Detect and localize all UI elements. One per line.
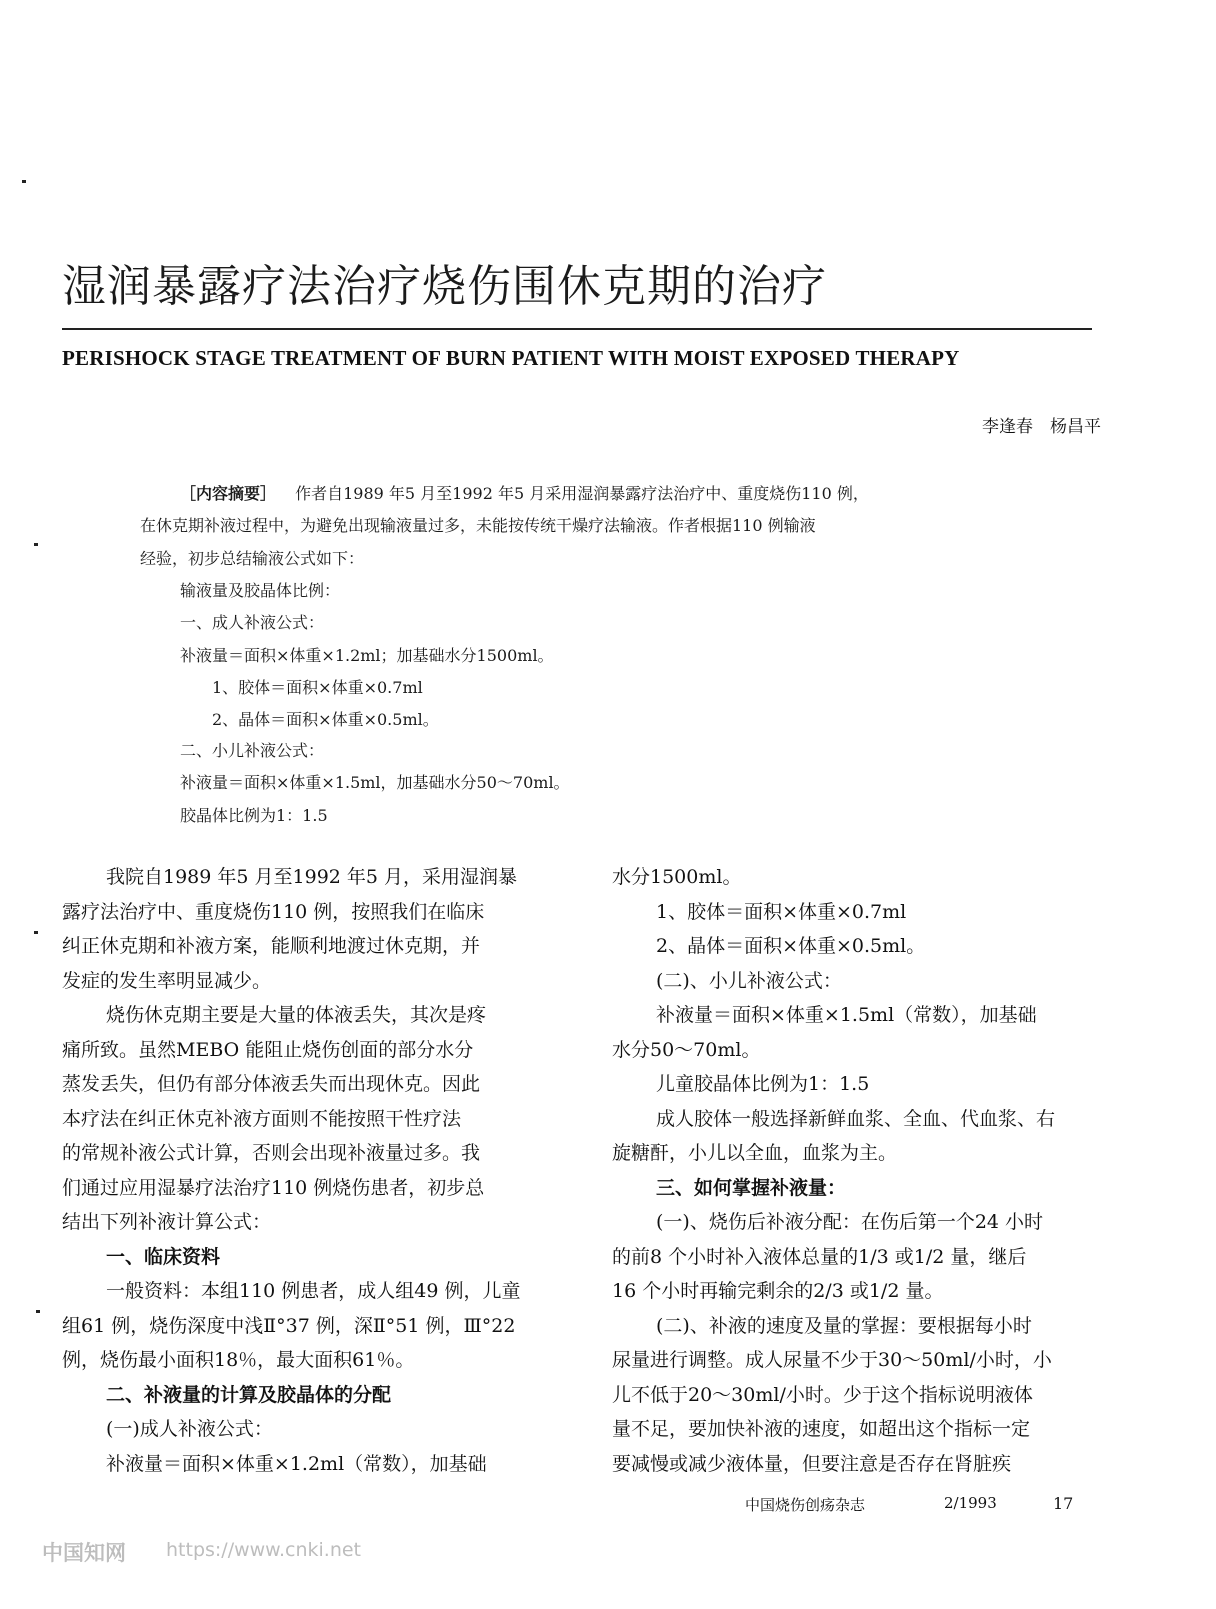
article-title-english: PERISHOCK STAGE TREATMENT OF BURN PATIENT WITH MOIST EXPOSED THERAPY: [62, 346, 960, 370]
paragraph-line: 露疗法治疗中、重度烧伤110 例，按照我们在临床: [62, 900, 485, 923]
paragraph-line: 量不足，要加快补液的速度，如超出这个指标一定: [612, 1418, 1031, 1440]
paragraph-line: 本疗法在纠正休克补液方面则不能按照干性疗法: [62, 1107, 462, 1130]
paragraph-line: 旋糖酐，小儿以全血，血浆为主。: [612, 1142, 898, 1164]
page-number: 17: [1053, 1494, 1074, 1513]
paragraph-line: (一)、烧伤后补液分配：在伤后第一个24 小时: [656, 1211, 1044, 1233]
scan-speck: [34, 931, 38, 934]
paragraph-line: 2、晶体＝面积×体重×0.5ml。: [656, 935, 926, 957]
paragraph-line: 的前8 个小时补入液体总量的1/3 或1/2 量，继后: [612, 1245, 1027, 1268]
abstract-line: 在休克期补液过程中，为避免出现输液量过多，未能按传统干燥疗法输液。作者根据110 例输液: [140, 516, 816, 535]
paragraph-line: 的常规补液公式计算，否则会出现补液量过多。我: [62, 1142, 481, 1164]
scan-speck: [36, 1310, 40, 1313]
abstract-line: 二、小儿补液公式：: [180, 741, 325, 760]
paragraph-line: 痛所致。虽然MEBO 能阻止烧伤创面的部分水分: [62, 1038, 474, 1061]
scan-speck: [34, 543, 38, 546]
abstract-line: 输液量及胶晶体比例：: [180, 581, 341, 600]
paragraph-line: 结出下列补液计算公式：: [62, 1211, 272, 1233]
paragraph-line: 例，烧伤最小面积18％，最大面积61％。: [62, 1349, 415, 1371]
paragraph-line: 我院自1989 年5 月至1992 年5 月，采用湿润暴: [106, 866, 518, 888]
body-left-column: [62, 860, 550, 1481]
paragraph-line: 尿量进行调整。成人尿量不少于30～50ml/小时，小: [612, 1349, 1052, 1371]
abstract-line: 补液量＝面积×体重×1.2ml；加基础水分1500ml。: [180, 646, 554, 665]
paragraph-line: 纠正休克期和补液方案，能顺利地渡过休克期，并: [62, 935, 481, 957]
abstract-line: 胶晶体比例为1：1.5: [180, 806, 328, 825]
footer-issue: 2/1993: [944, 1494, 997, 1512]
article-title-chinese: 湿润暴露疗法治疗烧伤围休克期的治疗: [62, 261, 827, 312]
section-heading-clinical-data: 一、临床资料: [106, 1245, 221, 1268]
paragraph-line: 发症的发生率明显减少。: [62, 969, 272, 992]
paragraph-line: 儿童胶晶体比例为1：1.5: [656, 1073, 870, 1095]
abstract-line: 经验，初步总结输液公式如下：: [140, 549, 365, 568]
abstract-line: ［内容摘要］ 作者自1989 年5 月至1992 年5 月采用湿润暴露疗法治疗中、重度烧伤110 例，: [180, 484, 869, 503]
section-heading-fluid-calculation: 二、补液量的计算及胶晶体的分配: [106, 1383, 392, 1406]
paragraph-line: 要减慢或减少液体量，但要注意是否存在肾脏疾: [612, 1452, 1012, 1475]
paragraph-line: 水分50～70ml。: [612, 1038, 761, 1061]
paragraph-line: 一般资料：本组110 例患者，成人组49 例，儿童: [106, 1280, 521, 1302]
paragraph-line: 补液量＝面积×体重×1.2ml（常数），加基础: [106, 1452, 487, 1475]
abstract-line: 一、成人补液公式：: [180, 613, 325, 632]
cnki-url-watermark: https://www.cnki.net: [166, 1539, 362, 1561]
paragraph-line: 16 个小时再输完剩余的2/3 或1/2 量。: [612, 1280, 944, 1302]
abstract-label: ［内容摘要］: [180, 484, 277, 503]
paragraph-line: 成人胶体一般选择新鲜血浆、全血、代血浆、右: [656, 1107, 1056, 1130]
paragraph-line: 补液量＝面积×体重×1.5ml（常数），加基础: [656, 1004, 1037, 1026]
abstract-line: 补液量＝面积×体重×1.5ml，加基础水分50～70ml。: [180, 773, 570, 792]
body-right-column: [612, 860, 1100, 1481]
paragraph-line: 组61 例，烧伤深度中浅Ⅱ°37 例，深Ⅱ°51 例，Ⅲ°22: [62, 1314, 516, 1337]
cnki-logo-watermark: 中国知网: [42, 1541, 126, 1565]
abstract-line: 2、晶体＝面积×体重×0.5ml。: [212, 710, 439, 729]
footer-journal-name: 中国烧伤创疡杂志: [745, 1496, 866, 1514]
abstract-line: 1、胶体＝面积×体重×0.7ml: [212, 678, 423, 697]
paragraph-line: 水分1500ml。: [612, 866, 742, 888]
paragraph-line: (二)、补液的速度及量的掌握：要根据每小时: [656, 1314, 1032, 1337]
paragraph-line: 蒸发丢失，但仍有部分体液丢失而出现休克。因此: [62, 1073, 481, 1095]
paragraph-line: 们通过应用湿暴疗法治疗110 例烧伤患者，初步总: [62, 1176, 485, 1199]
paragraph-line: (二)、小儿补液公式：: [656, 969, 842, 992]
title-divider: [62, 328, 1092, 330]
scan-speck: [22, 180, 26, 183]
paragraph-line: (一)成人补液公式：: [106, 1418, 273, 1440]
paragraph-line: 1、胶体＝面积×体重×0.7ml: [656, 900, 907, 923]
authors: 李逢春 杨昌平: [982, 417, 1101, 437]
section-heading-fluid-control: 三、如何掌握补液量：: [656, 1176, 847, 1199]
paragraph-line: 儿不低于20～30ml/小时。少于这个指标说明液体: [612, 1383, 1033, 1406]
paragraph-line: 烧伤休克期主要是大量的体液丢失，其次是疼: [106, 1004, 487, 1026]
